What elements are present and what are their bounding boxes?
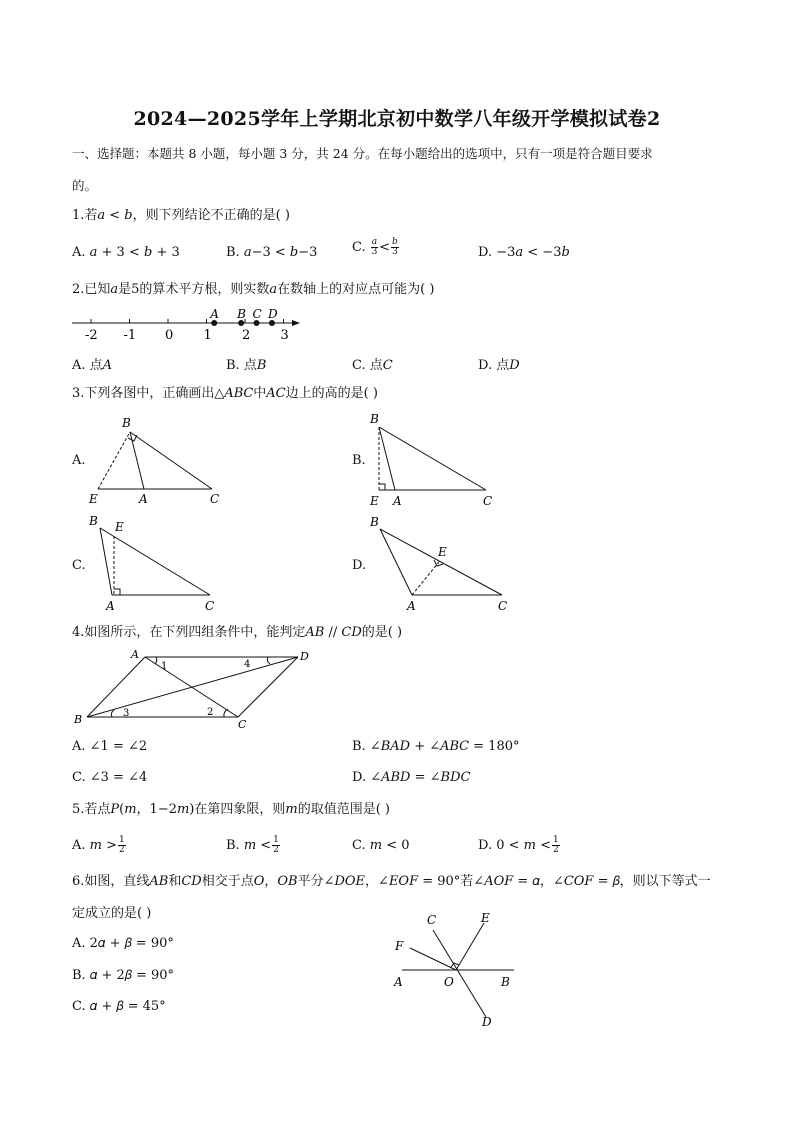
q3b-label-b: B xyxy=(370,412,379,426)
q1-option-d: D. −3𝑎 < −3𝑏 xyxy=(478,245,570,260)
q1-less-than: < xyxy=(379,240,391,255)
q4-label-c: C xyxy=(238,718,247,731)
q4-angle-1-label: 1 xyxy=(161,661,168,672)
q1-stem: 1.若𝑎 < 𝑏，则下列结论不正确的是( ) xyxy=(72,208,290,223)
q6-stem-line1: 6.如图，直线𝐴𝐵和𝐶𝐷相交于点𝑂，𝑂𝐵平分∠𝐷𝑂𝐸，∠𝐸𝑂𝐹 = 90°若∠𝐴𝑂𝐹 = 𝛼，∠𝐶𝑂𝐹 = 𝛽，则以下等式一 xyxy=(72,874,711,889)
q5-option-a-label: A. 𝑚 > xyxy=(72,838,118,853)
q6-option-c: C. 𝛼 + 𝛽 = 45° xyxy=(72,999,166,1014)
q3-stem: 3.下列各图中，正确画出△𝐴𝐵𝐶中𝐴𝐶边上的高的是( ) xyxy=(72,386,378,401)
q4-angle-2-label: 2 xyxy=(207,707,214,718)
q5-b-fraction: $\frac{1}{2}$ xyxy=(273,835,279,855)
q3-figure-c xyxy=(84,512,234,614)
q3-option-b-label: B. xyxy=(352,453,366,468)
q4-option-b: B. ∠𝐵𝐴𝐷 + ∠𝐴𝐵𝐶 = 180° xyxy=(352,739,520,754)
q5-option-a xyxy=(72,836,127,855)
number-line-figure xyxy=(68,303,308,343)
number-line-point-label: A xyxy=(210,307,219,321)
q1-option-a: A. 𝑎 + 3 < 𝑏 + 3 xyxy=(72,245,180,260)
q3b-label-c: C xyxy=(483,494,493,508)
q5-option-b-label: B. 𝑚 < xyxy=(226,838,272,853)
q3a-label-a: A xyxy=(139,492,148,506)
q4-stem: 4.如图所示，在下列四组条件中，能判定𝐴𝐵 // 𝐶𝐷的是( ) xyxy=(72,625,403,640)
q6-option-b: B. 𝛼 + 2𝛽 = 90° xyxy=(72,968,175,983)
q4-figure xyxy=(72,645,322,733)
q5-option-d xyxy=(478,836,561,855)
q4-label-a: A xyxy=(131,648,139,661)
q6-label-d: D xyxy=(482,1015,492,1029)
number-line-tick-label: -1 xyxy=(123,328,137,343)
number-line-tick-label: 0 xyxy=(165,328,174,343)
q3a-label-e: E xyxy=(89,492,98,506)
q3c-label-b: B xyxy=(89,514,98,528)
q4-angle-3-label: 3 xyxy=(123,708,130,719)
q4-option-d: D. ∠𝐴𝐵𝐷 = ∠𝐵𝐷𝐶 xyxy=(352,770,471,785)
q3c-label-e: E xyxy=(115,520,124,534)
q6-option-a: A. 2𝛼 + 𝛽 = 90° xyxy=(72,936,174,951)
q2-option-a: A. 点𝐴 xyxy=(72,358,113,373)
q5-option-c: C. 𝑚 < 0 xyxy=(352,838,410,853)
q4-label-d: D xyxy=(300,650,309,663)
q1-fraction-a-over-3: $\frac{\text{𝑎}}{3}$ xyxy=(371,237,378,257)
q6-label-f: F xyxy=(395,939,404,953)
q2-stem: 2.已知𝑎是5的算术平方根，则实数𝑎在数轴上的对应点可能为( ) xyxy=(72,282,435,297)
q3d-label-e: E xyxy=(438,545,447,559)
number-line-point-label: B xyxy=(237,307,246,321)
q4-option-c: C. ∠3 = ∠4 xyxy=(72,770,148,785)
q1-option-c xyxy=(352,238,400,257)
number-line-tick-label: 1 xyxy=(203,328,212,343)
q3-figure-a xyxy=(84,412,234,508)
q3d-label-a: A xyxy=(407,599,416,613)
q2-option-c: C. 点𝐶 xyxy=(352,358,393,373)
q4-option-a: A. ∠1 = ∠2 xyxy=(72,739,148,754)
q3b-label-e: E xyxy=(370,494,379,508)
arrow-head-icon xyxy=(292,320,300,326)
q3b-label-a: A xyxy=(393,494,402,508)
q4-label-b: B xyxy=(74,713,83,726)
section-instructions-line1: 一、选择题：本题共 8 小题，每小题 3 分，共 24 分。在每小题给出的选项中，只有一项是符合题目要求 xyxy=(72,146,653,161)
q3-option-d-label: D. xyxy=(352,558,367,573)
q6-label-c: C xyxy=(427,913,437,927)
q5-d-fraction: $\frac{1}{2}$ xyxy=(553,835,559,855)
q3a-label-b: B xyxy=(122,416,131,430)
number-line-tick-label: 2 xyxy=(242,328,251,343)
q1-option-b: B. 𝑎−3 < 𝑏−3 xyxy=(226,245,318,260)
q5-a-fraction: $\frac{1}{2}$ xyxy=(119,835,125,855)
exam-title: 2024—2025学年上学期北京初中数学八年级开学模拟试卷2 xyxy=(133,108,661,130)
q5-option-b xyxy=(226,836,281,855)
q3d-label-b: B xyxy=(370,515,379,529)
q3-figure-b xyxy=(364,410,504,510)
q4-angle-4-label: 4 xyxy=(244,659,251,670)
number-line-point-label: C xyxy=(252,307,262,321)
q2-option-d: D. 点𝐷 xyxy=(478,358,520,373)
q6-label-b: B xyxy=(501,975,510,989)
q1-fraction-b-over-3: $\frac{\text{𝑏}}{3}$ xyxy=(392,237,398,257)
q3-option-a-label: A. xyxy=(72,453,86,468)
q6-stem-line2: 定成立的是( ) xyxy=(72,906,152,921)
q3c-label-a: A xyxy=(106,599,115,613)
q6-label-o: O xyxy=(444,975,454,989)
q3-option-c-label: C. xyxy=(72,558,86,573)
section-instructions-line2: 的。 xyxy=(72,178,98,193)
q3-figure-d xyxy=(364,512,514,614)
q6-figure xyxy=(388,905,528,1033)
number-line-tick-label: 3 xyxy=(280,328,289,343)
q6-label-e: E xyxy=(481,911,490,925)
q1-option-c-label: C. xyxy=(352,240,366,255)
number-line-point-label: D xyxy=(267,307,278,321)
q5-option-d-label: D. 0 < 𝑚 < xyxy=(478,838,552,853)
q3a-label-c: C xyxy=(210,492,220,506)
q3c-label-c: C xyxy=(205,599,215,613)
number-line-tick-label: -2 xyxy=(85,328,98,343)
q6-label-a: A xyxy=(394,975,403,989)
q2-option-b: B. 点𝐵 xyxy=(226,358,267,373)
q5-stem: 5.若点𝑃(𝑚，1−2𝑚)在第四象限，则𝑚的取值范围是( ) xyxy=(72,802,390,817)
q3d-label-c: C xyxy=(498,599,508,613)
